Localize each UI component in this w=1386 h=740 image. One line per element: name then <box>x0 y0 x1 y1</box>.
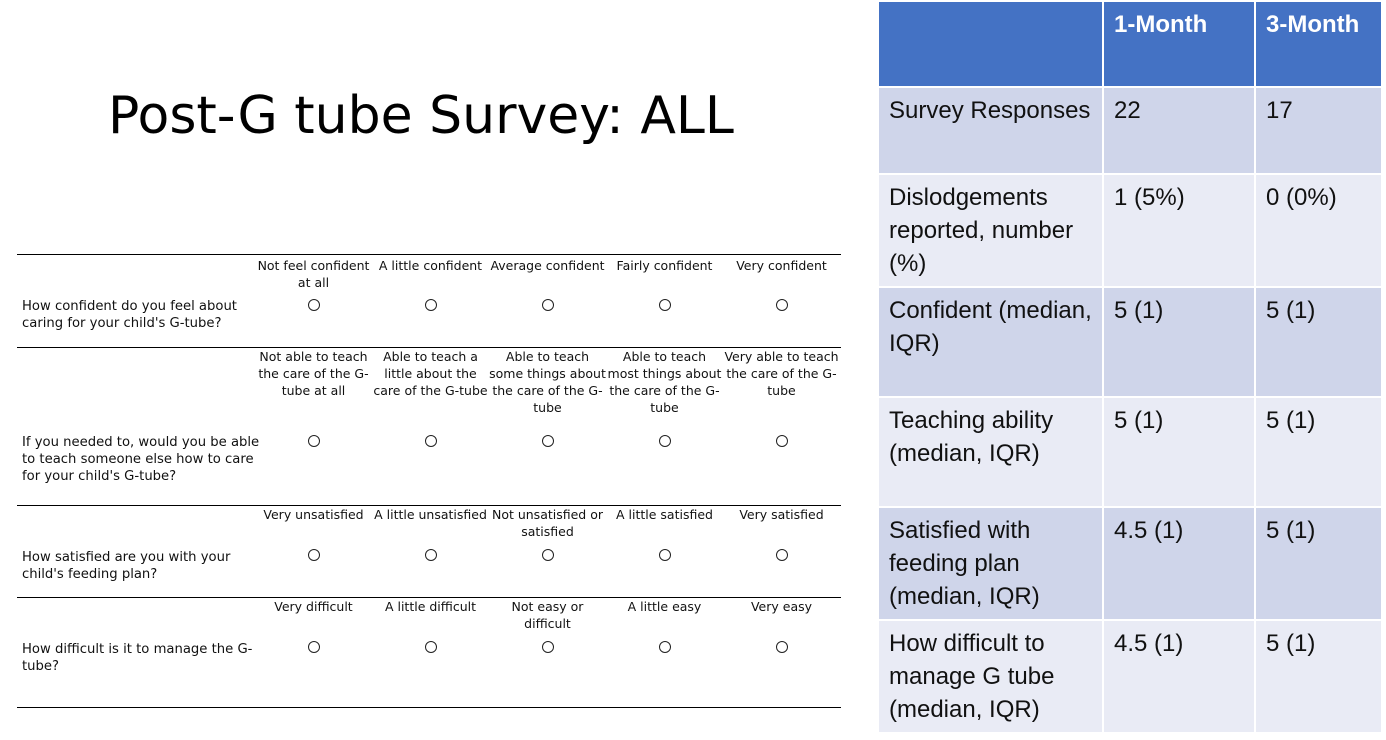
radio-button[interactable] <box>776 435 788 447</box>
value-1-month: 5 (1) <box>1103 287 1255 397</box>
option-label: Not unsatisfied or satisfied <box>491 507 604 539</box>
option-label: Very unsatisfied <box>263 507 364 522</box>
question-text: How satisfied are you with your child's feeding plan? <box>22 550 231 582</box>
value-1-month: 1 (5%) <box>1103 174 1255 287</box>
radio-button[interactable] <box>308 641 320 653</box>
table-row <box>878 397 1382 507</box>
radio-button[interactable] <box>308 435 320 447</box>
value-3-month: 5 (1) <box>1255 507 1382 620</box>
radio-button[interactable] <box>425 641 437 653</box>
option-label: Very able to teach the care of the G-tube <box>724 349 839 398</box>
results-table <box>877 0 1383 734</box>
question-text: How difficult is it to manage the G-tube? <box>22 642 253 674</box>
header-cell-1-month: 1-Month <box>1103 1 1255 87</box>
option-label: Not able to teach the care of the G-tube at all <box>258 349 369 398</box>
option-label: Very difficult <box>274 599 353 614</box>
row-label: Survey Responses <box>878 87 1103 174</box>
radio-button[interactable] <box>308 299 320 311</box>
radio-button[interactable] <box>542 435 554 447</box>
option-label: A little difficult <box>384 599 477 614</box>
question-text: How confident do you feel about caring for your child's G-tube? <box>22 299 237 331</box>
slide-title: Post-G tube Survey: ALL <box>108 86 734 146</box>
option-label: Average confident <box>490 258 605 273</box>
option-label: A little unsatisfied <box>374 507 487 522</box>
radio-button[interactable] <box>542 299 554 311</box>
option-label: A little confident <box>378 258 483 273</box>
radio-button[interactable] <box>659 299 671 311</box>
option-label: Not feel confident at all <box>257 258 370 290</box>
question-block <box>17 597 841 708</box>
option-label: Able to teach a little about the care of the G-tube <box>373 349 488 398</box>
radio-button[interactable] <box>308 549 320 561</box>
value-1-month: 4.5 (1) <box>1103 507 1255 620</box>
table-row <box>878 174 1382 287</box>
radio-button[interactable] <box>659 549 671 561</box>
value-3-month: 17 <box>1255 87 1382 174</box>
value-3-month: 5 (1) <box>1255 287 1382 397</box>
row-label: Satisfied with feeding plan (median, IQR) <box>878 507 1103 620</box>
value-1-month: 22 <box>1103 87 1255 174</box>
value-3-month: 0 (0%) <box>1255 174 1382 287</box>
row-label: How difficult to manage G tube (median, IQR) <box>878 620 1103 733</box>
radio-button[interactable] <box>776 641 788 653</box>
option-label: A little satisfied <box>616 507 713 522</box>
row-label: Confident (median, IQR) <box>878 287 1103 397</box>
value-1-month: 4.5 (1) <box>1103 620 1255 733</box>
table-row <box>878 87 1382 174</box>
question-text: If you needed to, would you be able to teach someone else how to care for your child's G-tube? <box>22 435 260 484</box>
option-label: Very confident <box>736 258 827 273</box>
radio-button[interactable] <box>776 299 788 311</box>
value-1-month: 5 (1) <box>1103 397 1255 507</box>
table-row <box>878 507 1382 620</box>
radio-button[interactable] <box>776 549 788 561</box>
radio-button[interactable] <box>659 435 671 447</box>
option-label: Able to teach some things about the care of the G-tube <box>489 349 606 415</box>
table-row <box>878 620 1382 733</box>
question-block <box>17 347 841 505</box>
radio-button[interactable] <box>542 549 554 561</box>
option-label: Very satisfied <box>739 507 824 522</box>
value-3-month: 5 (1) <box>1255 397 1382 507</box>
header-cell-empty <box>878 1 1103 87</box>
value-3-month: 5 (1) <box>1255 620 1382 733</box>
survey-form <box>17 254 841 708</box>
question-block <box>17 254 841 347</box>
row-label: Dislodgements reported, number (%) <box>878 174 1103 287</box>
radio-button[interactable] <box>425 549 437 561</box>
row-label: Teaching ability (median, IQR) <box>878 397 1103 507</box>
option-label: A little easy <box>627 599 702 614</box>
table-header-row <box>878 1 1382 87</box>
option-label: Able to teach most things about the care of the G-tube <box>607 349 722 415</box>
option-label: Not easy or difficult <box>511 599 584 631</box>
radio-button[interactable] <box>425 435 437 447</box>
table-row <box>878 287 1382 397</box>
header-cell-3-month: 3-Month <box>1255 1 1382 87</box>
option-label: Very easy <box>750 599 813 614</box>
question-block <box>17 505 841 597</box>
radio-button[interactable] <box>542 641 554 653</box>
option-label: Fairly confident <box>616 258 713 273</box>
radio-button[interactable] <box>425 299 437 311</box>
radio-button[interactable] <box>659 641 671 653</box>
